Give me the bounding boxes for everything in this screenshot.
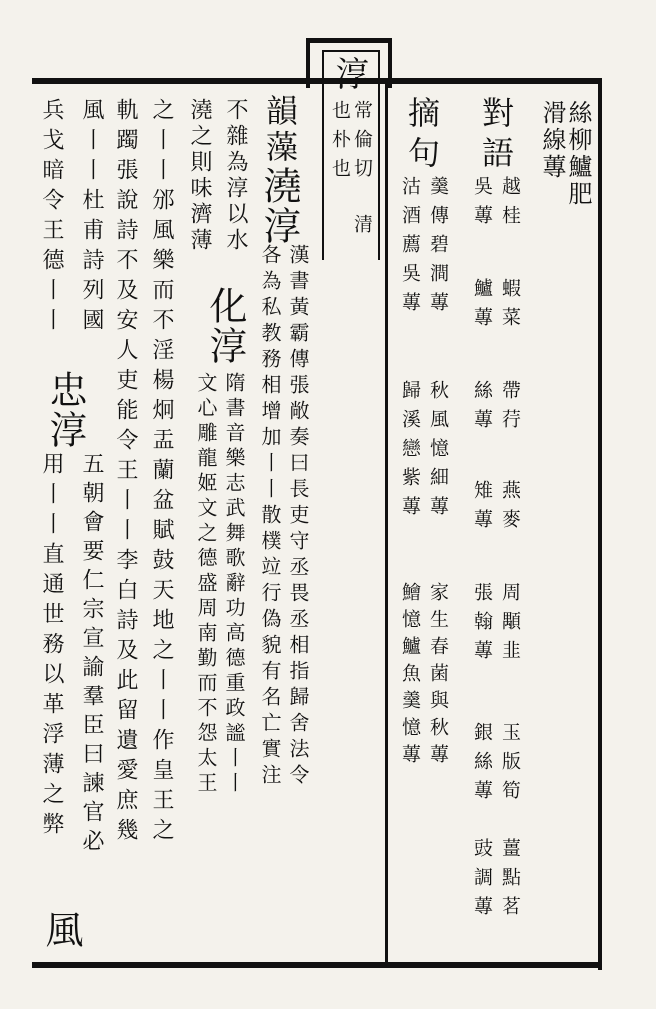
text-col-3: 不雜為淳以水 xyxy=(223,98,248,254)
dui-item: 薑點茗 xyxy=(499,838,521,925)
zhai-line: 秋風憶細蓴 xyxy=(427,380,449,525)
entry-word: 澆淳 xyxy=(257,166,301,246)
frame-right-rule xyxy=(598,78,602,970)
frame-bottom-rule xyxy=(32,962,602,968)
zhai-line: 羹傳碧澗蓴 xyxy=(427,176,449,321)
text-col-4: 澆之則味濟薄 xyxy=(187,98,212,254)
tab-reading-line1: 常倫切 xyxy=(351,100,373,187)
zhai-heading: 摘句 xyxy=(403,96,441,176)
text-col-1: 漢書黃霸傳張敞奏曰長吏守丞畏丞相指歸舍法令 xyxy=(286,244,310,790)
zhai-line: 鱠憶鱸魚羹憶蓴 xyxy=(399,582,421,771)
dui-item: 張翰蓴 xyxy=(471,582,493,669)
line-hua-1: 絲柳鱸肥 xyxy=(564,100,592,208)
tab-top-rule xyxy=(306,38,392,43)
tab-reading-line3: 清 xyxy=(351,214,373,243)
dui-item: 越桂 xyxy=(499,176,521,234)
entry-word: 風 xyxy=(39,910,83,950)
text-col-3b: 隋書音樂志武舞歌辭功高德重政謐丨丨 xyxy=(222,372,246,797)
zhai-line: 歸溪戀紫蓴 xyxy=(399,380,421,525)
text-col-4b: 文心雕龍姬文之德盛周南勤而不怨太王 xyxy=(194,372,218,797)
dui-item: 玉版筍 xyxy=(499,722,521,809)
zhai-line: 沽酒薦吳蓴 xyxy=(399,176,421,321)
dui-item: 鱸蓴 xyxy=(471,278,493,336)
dui-item: 雉蓴 xyxy=(471,480,493,538)
text-col-8: 兵戈暗令王德丨丨 xyxy=(39,98,64,338)
dui-item: 周顒韭 xyxy=(499,582,521,669)
tab-inner-left-rule xyxy=(322,50,324,260)
dui-item: 銀絲蓴 xyxy=(471,722,493,809)
frame-top-rule xyxy=(32,78,598,84)
text-col-5: 之丨丨邠風樂而不淫楊炯盂蘭盆賦鼓天地之丨丨作皇王之 xyxy=(149,98,174,848)
yunzao-heading: 韻藻 xyxy=(261,94,299,166)
tab-left-rule xyxy=(306,38,310,88)
text-col-7b: 五朝會要仁宗宣諭羣臣曰諫官必 xyxy=(79,452,104,858)
tab-inner-right-rule xyxy=(378,50,380,260)
tab-right-rule xyxy=(388,38,392,88)
line-hua-2: 滑線蓴 xyxy=(538,100,566,181)
text-col-8b: 用丨丨直通世務以革浮薄之弊 xyxy=(39,452,64,842)
tab-reading-line2: 也朴也 xyxy=(329,100,351,187)
dui-heading: 對語 xyxy=(477,96,515,176)
section-divider-rule xyxy=(385,84,388,964)
text-col-7: 風丨丨杜甫詩列國 xyxy=(79,98,104,338)
tab-inner-top-rule xyxy=(322,50,380,52)
tab-title: 淳 xyxy=(329,56,369,90)
dui-item: 吳蓴 xyxy=(471,176,493,234)
dui-item: 燕麥 xyxy=(499,480,521,538)
entry-word: 忠淳 xyxy=(43,370,87,450)
dui-item: 蝦菜 xyxy=(499,278,521,336)
dui-item: 絲蓴 xyxy=(471,380,493,438)
text-col-2: 各為私教務相增加丨丨散樸竝行偽貌有名亡實注 xyxy=(258,244,282,790)
zhai-line: 家生春菌與秋蓴 xyxy=(427,582,449,771)
dui-item: 豉調蓴 xyxy=(471,838,493,925)
entry-word: 化淳 xyxy=(203,286,247,366)
dui-item: 帶荇 xyxy=(499,380,521,438)
text-col-6: 軌躅張說詩不及安人吏能令王丨丨李白詩及此留遺愛庶幾 xyxy=(113,98,138,848)
